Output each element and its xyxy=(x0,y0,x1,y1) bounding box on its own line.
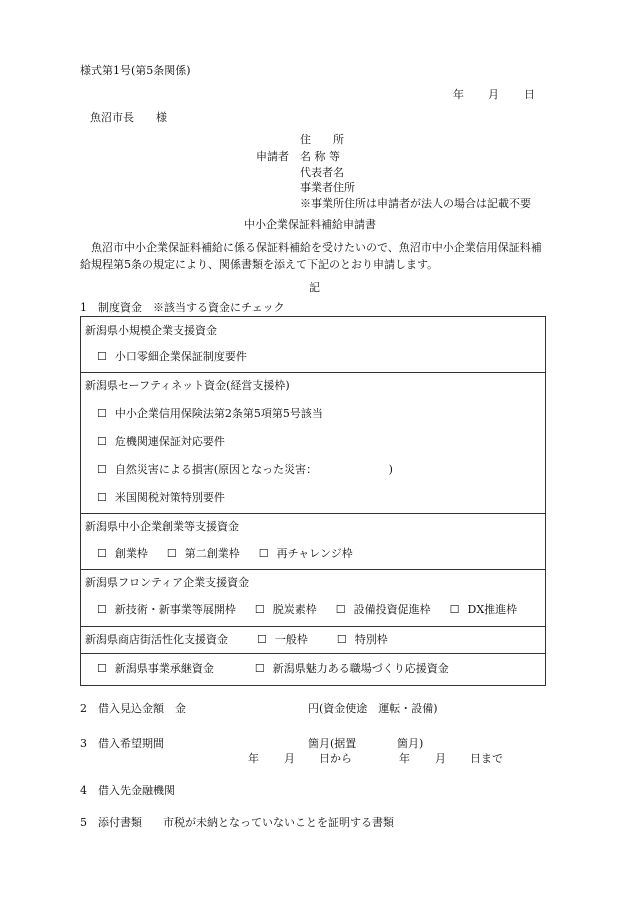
loan-amount-label: 2 借入見込金額 金 xyxy=(80,702,186,715)
option-row[interactable]: ☐ 危機関連保証対応要件 xyxy=(97,435,225,448)
period-until-month: 月 xyxy=(435,752,446,765)
applicant-label: 申請者 xyxy=(256,150,289,163)
ki-heading: 記 xyxy=(309,281,320,294)
attachment-content: 市税が未納となっていないことを証明する書類 xyxy=(163,816,394,829)
checkbox[interactable]: ☐ xyxy=(257,633,267,646)
option-row[interactable]: ☐ 中小企業信用保険法第2条第5項第5号該当 xyxy=(97,407,323,420)
group3-title: 新潟県中小企業創業等支援資金 xyxy=(85,520,239,533)
checkbox[interactable]: ☐ xyxy=(166,547,177,560)
form-id: 様式第1号(第5条関係) xyxy=(80,64,191,77)
addressee: 魚沼市長 様 xyxy=(90,111,167,124)
period-until-day: 日まで xyxy=(470,752,503,765)
option-row: ☐ 新技術・新事業等展開枠 ☐ 脱炭素枠 ☐ 設備投資促進枠 ☐ DX推進枠 xyxy=(97,603,518,616)
checkbox[interactable]: ☐ xyxy=(97,547,107,560)
date-year: 年 xyxy=(453,88,464,101)
period-from-day: 日から xyxy=(319,752,352,765)
checkbox[interactable]: ☐ xyxy=(336,633,347,646)
loan-period-months2: 箇月) xyxy=(397,737,424,750)
checkbox[interactable]: ☐ xyxy=(97,350,107,363)
body-text: 魚沼市中小企業保証料補給に係る保証料補給を受けたいので、魚沼市中小企業信用保証料補給規程第5条の規定により、関係書類を添えて下記のとおり申請します。 xyxy=(80,241,542,271)
period-from-month: 月 xyxy=(284,752,295,765)
fund-table xyxy=(80,316,546,686)
date-month: 月 xyxy=(488,88,499,101)
attachment-label: 5 添付書類 xyxy=(80,816,142,829)
group6-row: ☐ 新潟県事業承継資金 ☐ 新潟県魅力ある職場づくり応援資金 xyxy=(97,662,449,675)
document-title: 中小企業保証料補給申請書 xyxy=(244,218,376,231)
applicant-field-address: 住 所 xyxy=(300,133,344,146)
checkbox[interactable]: ☐ xyxy=(97,463,107,476)
applicant-field-name: 名 称 等 xyxy=(300,150,340,163)
checkbox[interactable]: ☐ xyxy=(97,603,107,616)
date-day: 日 xyxy=(524,88,535,101)
checkbox[interactable]: ☐ xyxy=(97,662,107,675)
option-row[interactable]: ☐ 米国関税対策特別要件 xyxy=(97,491,225,504)
section4: 4 借入先金融機関 xyxy=(80,784,175,797)
loan-amount-unit: 円(資金使途 運転・設備) xyxy=(308,702,438,715)
applicant-field-business-address: 事業者住所 xyxy=(300,181,355,194)
group2-title: 新潟県セーフティネット資金(経営支援枠) xyxy=(85,379,290,392)
group1-title: 新潟県小規模企業支援資金 xyxy=(85,324,217,337)
applicant-note: ※事業所住所は申請者が法人の場合は記載不要 xyxy=(300,197,531,210)
group4-title: 新潟県フロンティア企業支援資金 xyxy=(85,576,250,589)
checkbox[interactable]: ☐ xyxy=(97,435,107,448)
checkbox[interactable]: ☐ xyxy=(97,491,107,504)
option-row[interactable]: ☐ 小口零細企業保証制度要件 xyxy=(97,350,247,363)
checkbox[interactable]: ☐ xyxy=(97,407,107,420)
checkbox[interactable]: ☐ xyxy=(254,662,265,675)
checkbox[interactable]: ☐ xyxy=(335,603,346,616)
period-from-year: 年 xyxy=(248,752,259,765)
loan-period-months: 箇月(据置 xyxy=(308,737,357,750)
loan-period-label: 3 借入希望期間 xyxy=(80,737,164,750)
checkbox[interactable]: ☐ xyxy=(254,603,265,616)
group5-row: 新潟県商店街活性化支援資金 ☐ 一般枠 ☐ 特別枠 xyxy=(85,633,388,646)
section1-heading: 1 制度資金 ※該当する資金にチェック xyxy=(80,301,285,314)
checkbox[interactable]: ☐ xyxy=(449,603,460,616)
option-row: ☐ 創業枠 ☐ 第二創業枠 ☐ 再チャレンジ枠 xyxy=(97,547,353,560)
period-until-year: 年 xyxy=(399,752,410,765)
option-row[interactable]: ☐ 自然災害による損害(原因となった災害： ) xyxy=(97,463,393,476)
applicant-field-representative: 代表者名 xyxy=(300,166,344,179)
checkbox[interactable]: ☐ xyxy=(258,547,269,560)
